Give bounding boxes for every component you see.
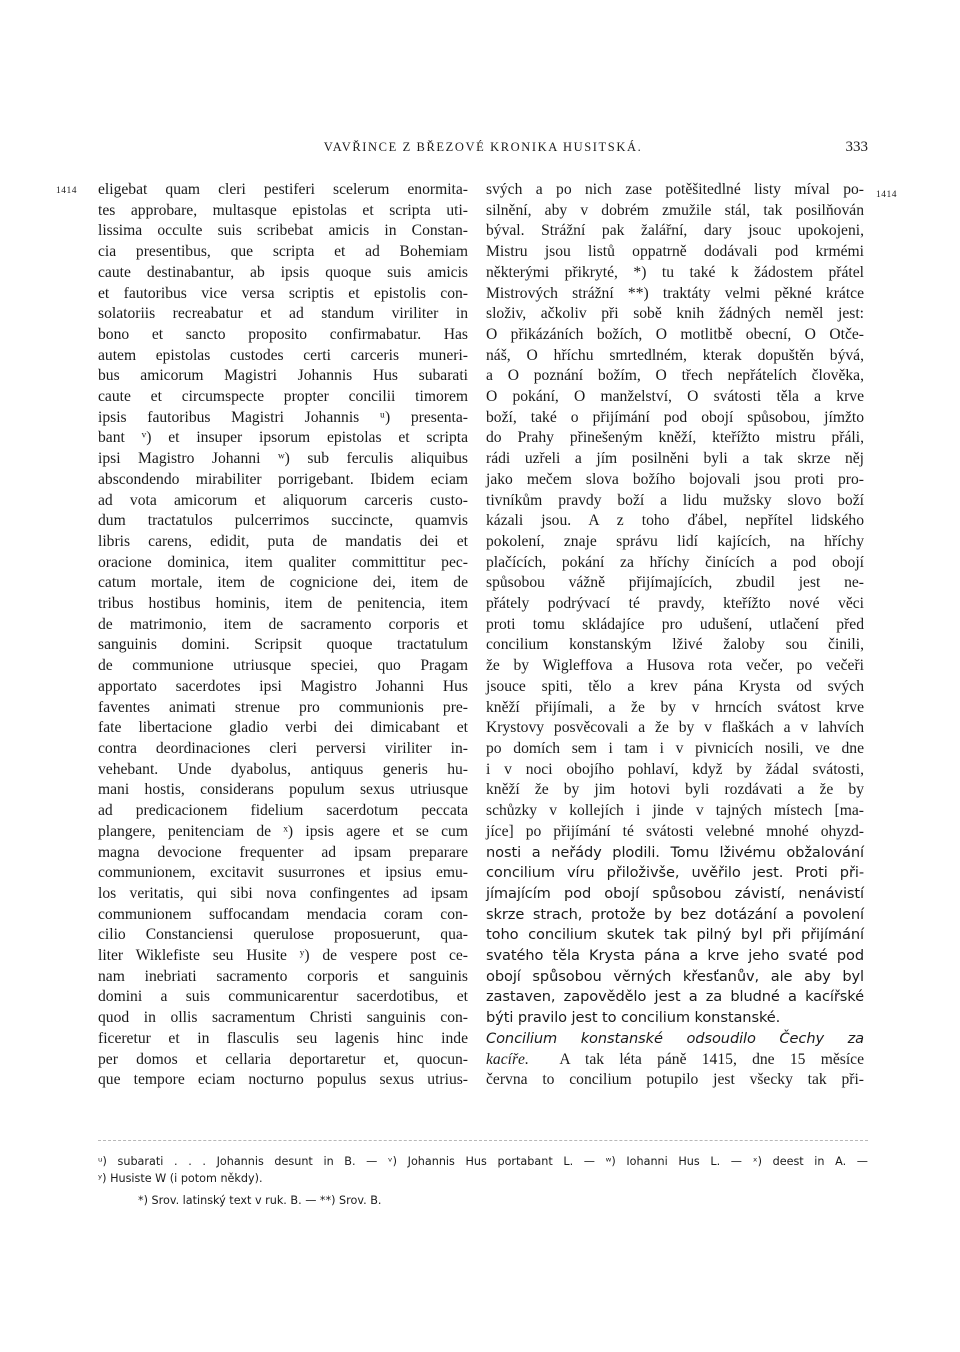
text-line: Mistrových strážní **) traktáty velmi pěkné krátce <box>486 284 864 302</box>
text-line: některými přikryté, *) tu také k žádostem přátel <box>486 263 864 281</box>
text-line: schůzky v kollejích i jinde v tajných místech [ma- <box>486 802 864 820</box>
text-line: sanguinis domini. Scripsit quoque tractatulum <box>98 636 468 654</box>
text-line: býval. Strážní pak žalářní, dary jsouc upokojeni, <box>486 222 864 240</box>
text-line: O pokání, O manželství, O svátosti těla a krve <box>486 388 864 406</box>
footnote-line: ᵘ) subarati . . . Johannis desunt in B. — ᵛ) Johannis Hus portabant L. — ʷ) Iohanni Hus L. — ˣ) deest in A. — <box>98 1155 868 1168</box>
text-line: ad predicacionem fidelium sacerdotum peccata <box>98 802 468 820</box>
text-line: ipsis fautoribus Magistri Johannis ᵘ) presenta- <box>98 408 468 426</box>
text-line: tivníkům pravdy boží a lidu mužsky slovo boží <box>486 491 864 509</box>
text-line: jsouce spiti, tělo a krev pána Krysta od svých <box>486 677 864 695</box>
text-line: tes approbare, multasque epistolas et scripta uti- <box>98 201 468 219</box>
text-line: bono et sancto proposito confirmabatur. Has <box>98 325 468 343</box>
text-line: složiv, ačkoliv při sobě knih žádných neměl jest: <box>486 305 864 323</box>
text-line: boží, také o přijímání pod obojí spůsobou, jímžto <box>486 408 864 426</box>
section-text-line: června to concilium potupilo jest všecky tak při- <box>486 1071 864 1089</box>
text-line: catum mortale, item de cognicione dei, item de <box>98 574 468 592</box>
text-line: mani hostis, considerans populum sexus utriusque <box>98 781 468 799</box>
text-line: libris carens, edidit, puta de mandatis dei et <box>98 532 468 550</box>
text-line: lissima occulte suis scribebat amicis in Constan- <box>98 222 468 240</box>
text-line: po domích sem i tam i v pivnicích nosili, ve dne <box>486 739 864 757</box>
text-line: Mistru jsou listů oppatrně dodávali pod krmémi <box>486 243 864 261</box>
text-line: bus amicorum Magistri Johannis Hus subarati <box>98 367 468 385</box>
text-line: proti tomu skládajíce pro udušení, utlačení před <box>486 615 864 633</box>
text-line: concilium víru přiloživše, uvěřilo jest. Proti při- <box>486 864 864 882</box>
text-line: los veritatis, qui sibi nova confingentes ad ipsam <box>98 884 468 902</box>
text-line: ficeretur et in flasculis seu lagenis hinc inde <box>98 1029 468 1047</box>
running-header <box>98 140 868 164</box>
text-line: bant ᵛ) et insuper ipsorum epistolas et scripta <box>98 429 468 447</box>
text-line: spůsobou vážně přijímajících, zbudil jest ne- <box>486 574 864 592</box>
text-line: quod in ollis sacramentum Christi sanguinis con- <box>98 1009 468 1027</box>
text-line: plačících, pokání za hříchy činících a pod obojí <box>486 553 864 571</box>
text-line: přátely podrývací té pravdy, kteřížto nové věci <box>486 595 864 613</box>
text-line: skrze strach, protože by bez dotázání a povolení <box>486 905 864 923</box>
text-line: kněží že by jim hotovi byli rozdávati a že by <box>486 781 864 799</box>
text-line: concilium konstanským lživé žaloby sou činili, <box>486 636 864 654</box>
text-line: jako mečem slova božího bojovali jsou proti pro- <box>486 470 864 488</box>
section-heading: Concilium konstanské odsoudilo Čechy za <box>486 1029 864 1047</box>
text-line: zastaven, zapovědělo jest a za bludné a kacířské <box>486 988 864 1006</box>
section-text-line <box>486 1050 864 1071</box>
text-line: Krystovy posvěcovali a že by v flaškách a v lahvích <box>486 719 864 737</box>
text-line: silnění, aby v dobrém zmužile stál, tak posilňován <box>486 201 864 219</box>
text-line: ipsi Magistro Johanni ʷ) sub ferculis aliquibus <box>98 450 468 468</box>
text-line: svých a po nich zase potěšitedlné listy míval po- <box>486 181 864 198</box>
text-line: cilio Constanciensi querulose proposuerunt, qua- <box>98 926 468 944</box>
text-line: solatoriis recreabatur et ad standum viriliter in <box>98 305 468 323</box>
text-line: jíce] po přijímání té svátosti velebné mnohé ohyzd- <box>486 822 864 840</box>
text-line: de matrimonio, item de sacramento corporis et <box>98 615 468 633</box>
text-line: a O poznání božím, O třech nepřátelích člověka, <box>486 367 864 385</box>
text-line: faventes animati strenue pro communionis pre- <box>98 698 468 716</box>
text-line: domini a suis communicarentur sacerdotibus, et <box>98 988 468 1006</box>
text-line: kněží přijímali, a že by v hrncích svátost krve <box>486 698 864 716</box>
text-line: magna devocione frequenter ad ipsam preparare <box>98 843 468 861</box>
text-line: že by Wigleffova a Husova rota večer, po večeři <box>486 657 864 675</box>
text-line: svatého těla Krysta pána a krve jeho svaté pod <box>486 947 864 965</box>
text-line: de communione utriusque speciei, quo Pragam <box>98 657 468 675</box>
running-title: VAVŘINCE Z BŘEZOVÉ KRONIKA HUSITSKÁ. <box>323 140 643 154</box>
text-line: do Prahy přinešeným kněží, kteřížto mistru přáli, <box>486 429 864 447</box>
section-heading-line <box>486 1029 864 1050</box>
text-line: obojí spůsobou věrných křesťanův, ale aby byl <box>486 967 864 985</box>
text-line: autem epistolas custodes certi carceris muneri- <box>98 346 468 364</box>
footnote-divider <box>98 1140 868 1141</box>
text-line: et fautoribus vice versa scriptis et epistolis con- <box>98 284 468 302</box>
text-line: kázali jsou. A z toho ďábel, nepřítel lidského <box>486 512 864 530</box>
text-line: býti pravilo jest to concilium konstanské. <box>486 1009 781 1027</box>
text-line: toho concilium skutek tak pilný byl při přijímání <box>486 926 864 944</box>
czech-footnotes <box>138 1193 908 1210</box>
text-line: fate libertacione gladio verbi dei dimicabant et <box>98 719 468 737</box>
margin-year-left: 1414 <box>56 186 77 196</box>
margin-year-right: 1414 <box>876 190 897 200</box>
text-line: plangere, penitenciam de ˣ) ipsis agere et se cum <box>98 822 468 840</box>
text-line: rádi uzřeli a jím posilněni byli a tak skrze něj <box>486 450 864 468</box>
text-line: O přikázáních božích, O motlitbě obecní, O Otče- <box>486 325 864 343</box>
text-line: náš, O hříchu smrtedlném, kterak dopuštěn bývá, <box>486 346 864 364</box>
section-heading-end: kacíře. <box>486 1050 529 1068</box>
text-line: jímajícím pod obojí spůsobou závistí, nenávistí <box>486 884 864 902</box>
latin-column <box>98 180 468 1091</box>
text-line: oracione dominica, item qualiter committitur pec- <box>98 553 468 571</box>
czech-column <box>486 180 864 1091</box>
text-line: dum tractatulos pulcerrimos succincte, quamvis <box>98 512 468 530</box>
footnote-line: ʸ) Husiste W (i potom někdy). <box>98 1171 263 1185</box>
latin-footnotes <box>98 1154 868 1187</box>
text-line: cia presentibus, que scripta et ad Bohemiam <box>98 243 468 261</box>
section-text: A tak léta páně 1415, dne 15 měsíce <box>559 1050 864 1068</box>
text-line: communionem, excitavit susurrones et ipsius emu- <box>98 864 468 882</box>
text-line: communionem suffocandam mendacia coram con- <box>98 905 468 923</box>
footnote-line: *) Srov. latinský text v ruk. B. — **) Srov. B. <box>138 1194 382 1207</box>
text-line: caute et circumspecte propter concilii timorem <box>98 388 468 406</box>
text-line: vehebant. Unde dyabolus, antiquus generis hu- <box>98 760 468 778</box>
text-line: apportato sacerdotes ipsi Magistro Johanni Hus <box>98 677 468 695</box>
text-line: que tempore eciam nocturno populus sexus utrius- <box>98 1071 468 1089</box>
text-line: contra deordinaciones cleri perversi viriliter in- <box>98 739 468 757</box>
text-line: tribus hostibus hominis, item de penitencia, item <box>98 595 468 613</box>
text-line: caute destinabantur, ab ipsis quoque suis amicis <box>98 263 468 281</box>
page-number: 333 <box>845 139 868 155</box>
text-line: pokolení, znaje správu lidí kajících, na hříchy <box>486 532 864 550</box>
text-line: ad vota amicorum et aliquorum carceris custo- <box>98 491 468 509</box>
text-line: nam inebriati sacramento corporis et sanguinis <box>98 967 468 985</box>
text-line: i v noci obojího pohlaví, když by žádal svátosti, <box>486 760 864 778</box>
text-line: abscondendo mirabiliter porrigebant. Ibidem eciam <box>98 470 468 488</box>
text-line: eligebat quam cleri pestiferi scelerum enormita- <box>98 181 468 198</box>
text-line: nosti a neřády plodili. Tomu lživému obžalování <box>486 843 864 861</box>
text-line: per domos et cellaria deportaretur et, quocun- <box>98 1050 468 1068</box>
text-line: liter Wiklefiste seu Husite ʸ) de vespere post ce- <box>98 947 468 965</box>
